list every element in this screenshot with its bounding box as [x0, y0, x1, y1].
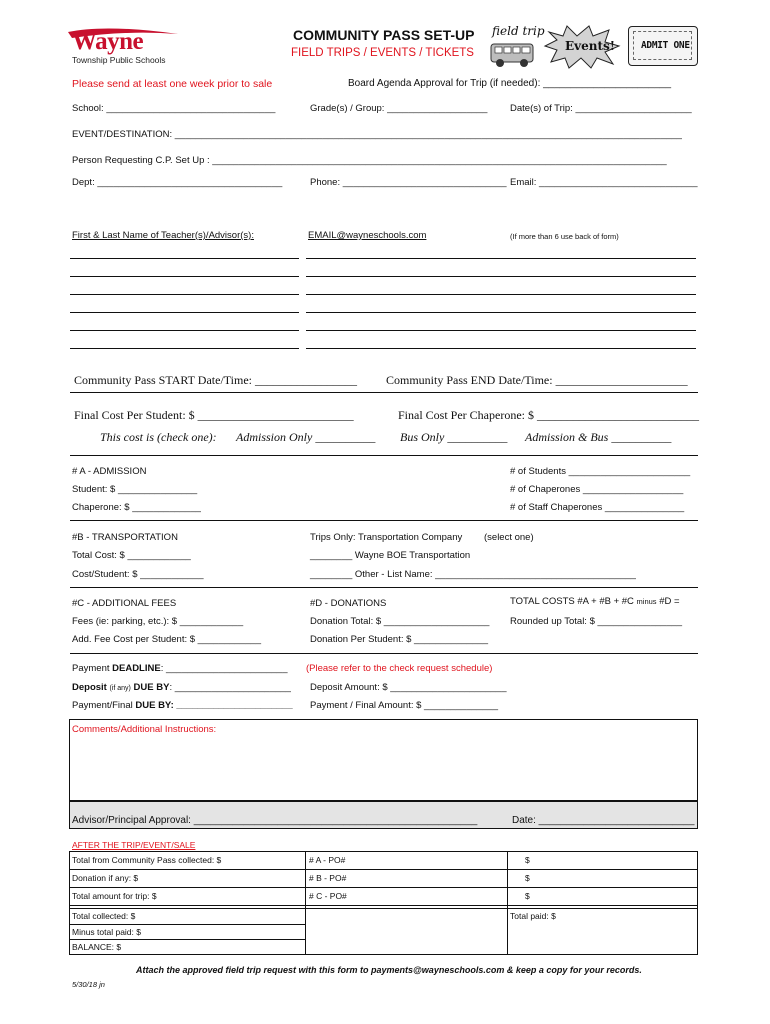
teacher-email-line[interactable]	[306, 294, 696, 295]
deadline-line: : _______________________	[160, 663, 288, 674]
grades-field[interactable]: Grade(s) / Group: ___________________	[310, 103, 488, 114]
logo-name: Wayne	[72, 28, 144, 55]
bus-only-option[interactable]: Bus Only __________	[400, 430, 508, 444]
section-divider	[70, 520, 698, 521]
events-badge	[543, 24, 623, 70]
send-notice: Please send at least one week prior to sale	[72, 78, 273, 90]
section-divider	[70, 455, 698, 456]
section-c-title: #C - ADDITIONAL FEES	[72, 598, 177, 609]
logo-subtitle: Township Public Schools	[72, 55, 166, 65]
cost-type-label: This cost is (check one):	[100, 430, 217, 444]
wayne-boe-option[interactable]: ________ Wayne BOE Transportation	[310, 550, 471, 561]
table-rule	[69, 924, 305, 925]
table-col-divider	[507, 851, 508, 955]
teacher-name-line[interactable]	[70, 348, 299, 349]
admit-one-ticket	[628, 26, 698, 66]
deposit-due-label: DUE BY	[133, 682, 170, 693]
admission-only-option[interactable]: Admission Only __________	[236, 430, 376, 444]
table-rule	[69, 905, 698, 906]
transport-company-label: Trips Only: Transportation Company	[310, 532, 463, 543]
teacher-email-line[interactable]	[306, 258, 696, 259]
donation-total-field[interactable]: Donation Total: $ ____________________	[310, 616, 490, 627]
admit-one-text: ADMIT ONE	[641, 40, 690, 51]
table-rule	[69, 939, 305, 940]
minus-total-paid-field[interactable]: Minus total paid: $	[72, 927, 141, 937]
table-row-right[interactable]: $	[525, 855, 530, 865]
num-staff-field[interactable]: # of Staff Chaperones _______________	[510, 502, 685, 513]
deposit-label: Deposit	[72, 682, 107, 693]
cost-per-student-field[interactable]: Final Cost Per Student: $ __________________________	[74, 408, 354, 422]
trip-dates-field[interactable]: Date(s) of Trip: ______________________	[510, 103, 692, 114]
table-rule	[69, 908, 698, 909]
dept-field[interactable]: Dept: ___________________________________	[72, 177, 283, 188]
page-title: COMMUNITY PASS SET-UP	[293, 27, 475, 43]
teacher-name-line[interactable]	[70, 258, 299, 259]
payment-deadline-field[interactable]	[72, 663, 288, 674]
deadline-prefix: Payment	[72, 663, 110, 674]
table-row-left[interactable]: Total from Community Pass collected: $	[72, 855, 222, 865]
teachers-email-label: EMAIL@wayneschools.com	[308, 230, 427, 241]
person-requesting-field[interactable]: Person Requesting C.P. Set Up : ______________________________________________________________________________________	[72, 155, 667, 166]
teacher-email-line[interactable]	[306, 330, 696, 331]
approval-date-field[interactable]: Date: ____________________________	[512, 815, 695, 826]
total-collected-field[interactable]: Total collected: $	[72, 911, 136, 921]
transport-per-student-field[interactable]: Cost/Student: $ ____________	[72, 569, 204, 580]
final-payment-due-field[interactable]	[72, 700, 293, 711]
table-row-mid[interactable]: # A - PO#	[309, 855, 346, 865]
num-chaperones-field[interactable]: # of Chaperones ___________________	[510, 484, 684, 495]
district-logo	[66, 26, 182, 66]
final-amount-field[interactable]: Payment / Final Amount: $ ______________	[310, 700, 499, 711]
total-costs-title	[510, 596, 680, 607]
email-field[interactable]: Email: ______________________________	[510, 177, 698, 188]
teachers-label: First & Last Name of Teacher(s)/Advisor(s):	[72, 230, 254, 241]
teacher-name-line[interactable]	[70, 330, 299, 331]
phone-field[interactable]: Phone: _______________________________	[310, 177, 507, 188]
teacher-email-line[interactable]	[306, 312, 696, 313]
pass-start-field[interactable]: Community Pass START Date/Time: _________________	[74, 373, 358, 387]
section-b-title: #B - TRANSPORTATION	[72, 532, 178, 543]
admission-bus-option[interactable]: Admission & Bus __________	[525, 430, 672, 444]
deposit-line: : ______________________	[169, 682, 291, 693]
deposit-amount-field[interactable]: Deposit Amount: $ ______________________	[310, 682, 507, 693]
additional-fees-field[interactable]: Fees (ie: parking, etc.): $ ____________	[72, 616, 244, 627]
deposit-due-field[interactable]	[72, 682, 291, 693]
field-trip-text: field trip	[492, 24, 545, 38]
after-trip-title: AFTER THE TRIP/EVENT/SALE	[72, 840, 196, 850]
transport-total-field[interactable]: Total Cost: $ ____________	[72, 550, 191, 561]
form-date-code: 5/30/18 jn	[72, 980, 105, 989]
final-due-label: DUE BY:	[135, 700, 174, 711]
rounded-total-field[interactable]: Rounded up Total: $ ________________	[510, 616, 683, 627]
teacher-name-line[interactable]	[70, 276, 299, 277]
section-divider	[70, 653, 698, 654]
table-row-mid[interactable]: # B - PO#	[309, 873, 347, 883]
num-students-field[interactable]: # of Students _______________________	[510, 466, 691, 477]
advisor-approval-field[interactable]: Advisor/Principal Approval: ___________________________________________________	[72, 815, 478, 826]
balance-field[interactable]: BALANCE: $	[72, 942, 122, 952]
events-text: Events!	[565, 39, 616, 53]
attach-instructions: Attach the approved field trip request with this form to payments@wayneschools.com & keep a copy for your records.	[136, 965, 642, 975]
total-paid-field[interactable]: Total paid: $	[510, 911, 556, 921]
cost-per-chaperone-field[interactable]: Final Cost Per Chaperone: $ ___________________________	[398, 408, 699, 422]
table-row-right[interactable]: $	[525, 891, 530, 901]
table-rule	[69, 887, 698, 888]
table-row-right[interactable]: $	[525, 873, 530, 883]
add-fee-per-student-field[interactable]: Add. Fee Cost per Student: $ ____________	[72, 634, 262, 645]
final-prefix: Payment/Final	[72, 700, 133, 711]
pass-end-field[interactable]: Community Pass END Date/Time: ______________________	[386, 373, 688, 387]
table-col-divider	[305, 851, 306, 955]
admission-student-field[interactable]: Student: $ _______________	[72, 484, 198, 495]
section-a-title: # A - ADMISSION	[72, 466, 147, 477]
teacher-name-line[interactable]	[70, 294, 299, 295]
event-destination-field[interactable]: EVENT/DESTINATION: ________________________________________________________________________________________________	[72, 129, 682, 140]
section-d-title: #D - DONATIONS	[310, 598, 387, 609]
teacher-email-line[interactable]	[306, 276, 696, 277]
teachers-note: (If more than 6 use back of form)	[510, 232, 619, 241]
school-field[interactable]: School: ________________________________	[72, 103, 276, 114]
total-costs-end: #D =	[659, 596, 680, 607]
other-transport-option[interactable]: ________ Other - List Name: ______________________________________	[310, 569, 636, 580]
section-divider	[70, 587, 698, 588]
admission-chaperone-field[interactable]: Chaperone: $ _____________	[72, 502, 201, 513]
board-approval-field[interactable]: Board Agenda Approval for Trip (if needed): _______________________	[348, 78, 672, 89]
deposit-ifany: (if any)	[109, 685, 131, 692]
field-trip-badge	[486, 24, 545, 72]
deadline-label: DEADLINE	[112, 663, 161, 674]
total-costs-minus: minus	[636, 597, 657, 606]
table-rule	[69, 869, 698, 870]
teacher-name-line[interactable]	[70, 312, 299, 313]
table-row-left[interactable]: Donation if any: $	[72, 873, 139, 883]
table-row-left[interactable]: Total amount for trip: $	[72, 891, 157, 901]
donation-per-student-field[interactable]: Donation Per Student: $ ______________	[310, 634, 489, 645]
total-costs-main: TOTAL COSTS #A + #B + #C	[510, 596, 634, 607]
teacher-email-line[interactable]	[306, 348, 696, 349]
comments-label: Comments/Additional Instructions:	[72, 724, 217, 735]
table-row-mid[interactable]: # C - PO#	[309, 891, 347, 901]
final-line: ______________________	[176, 700, 293, 711]
check-request-note: (Please refer to the check request schedule)	[306, 663, 493, 674]
select-one-note: (select one)	[484, 532, 534, 543]
page-subtitle: FIELD TRIPS / EVENTS / TICKETS	[291, 47, 474, 59]
